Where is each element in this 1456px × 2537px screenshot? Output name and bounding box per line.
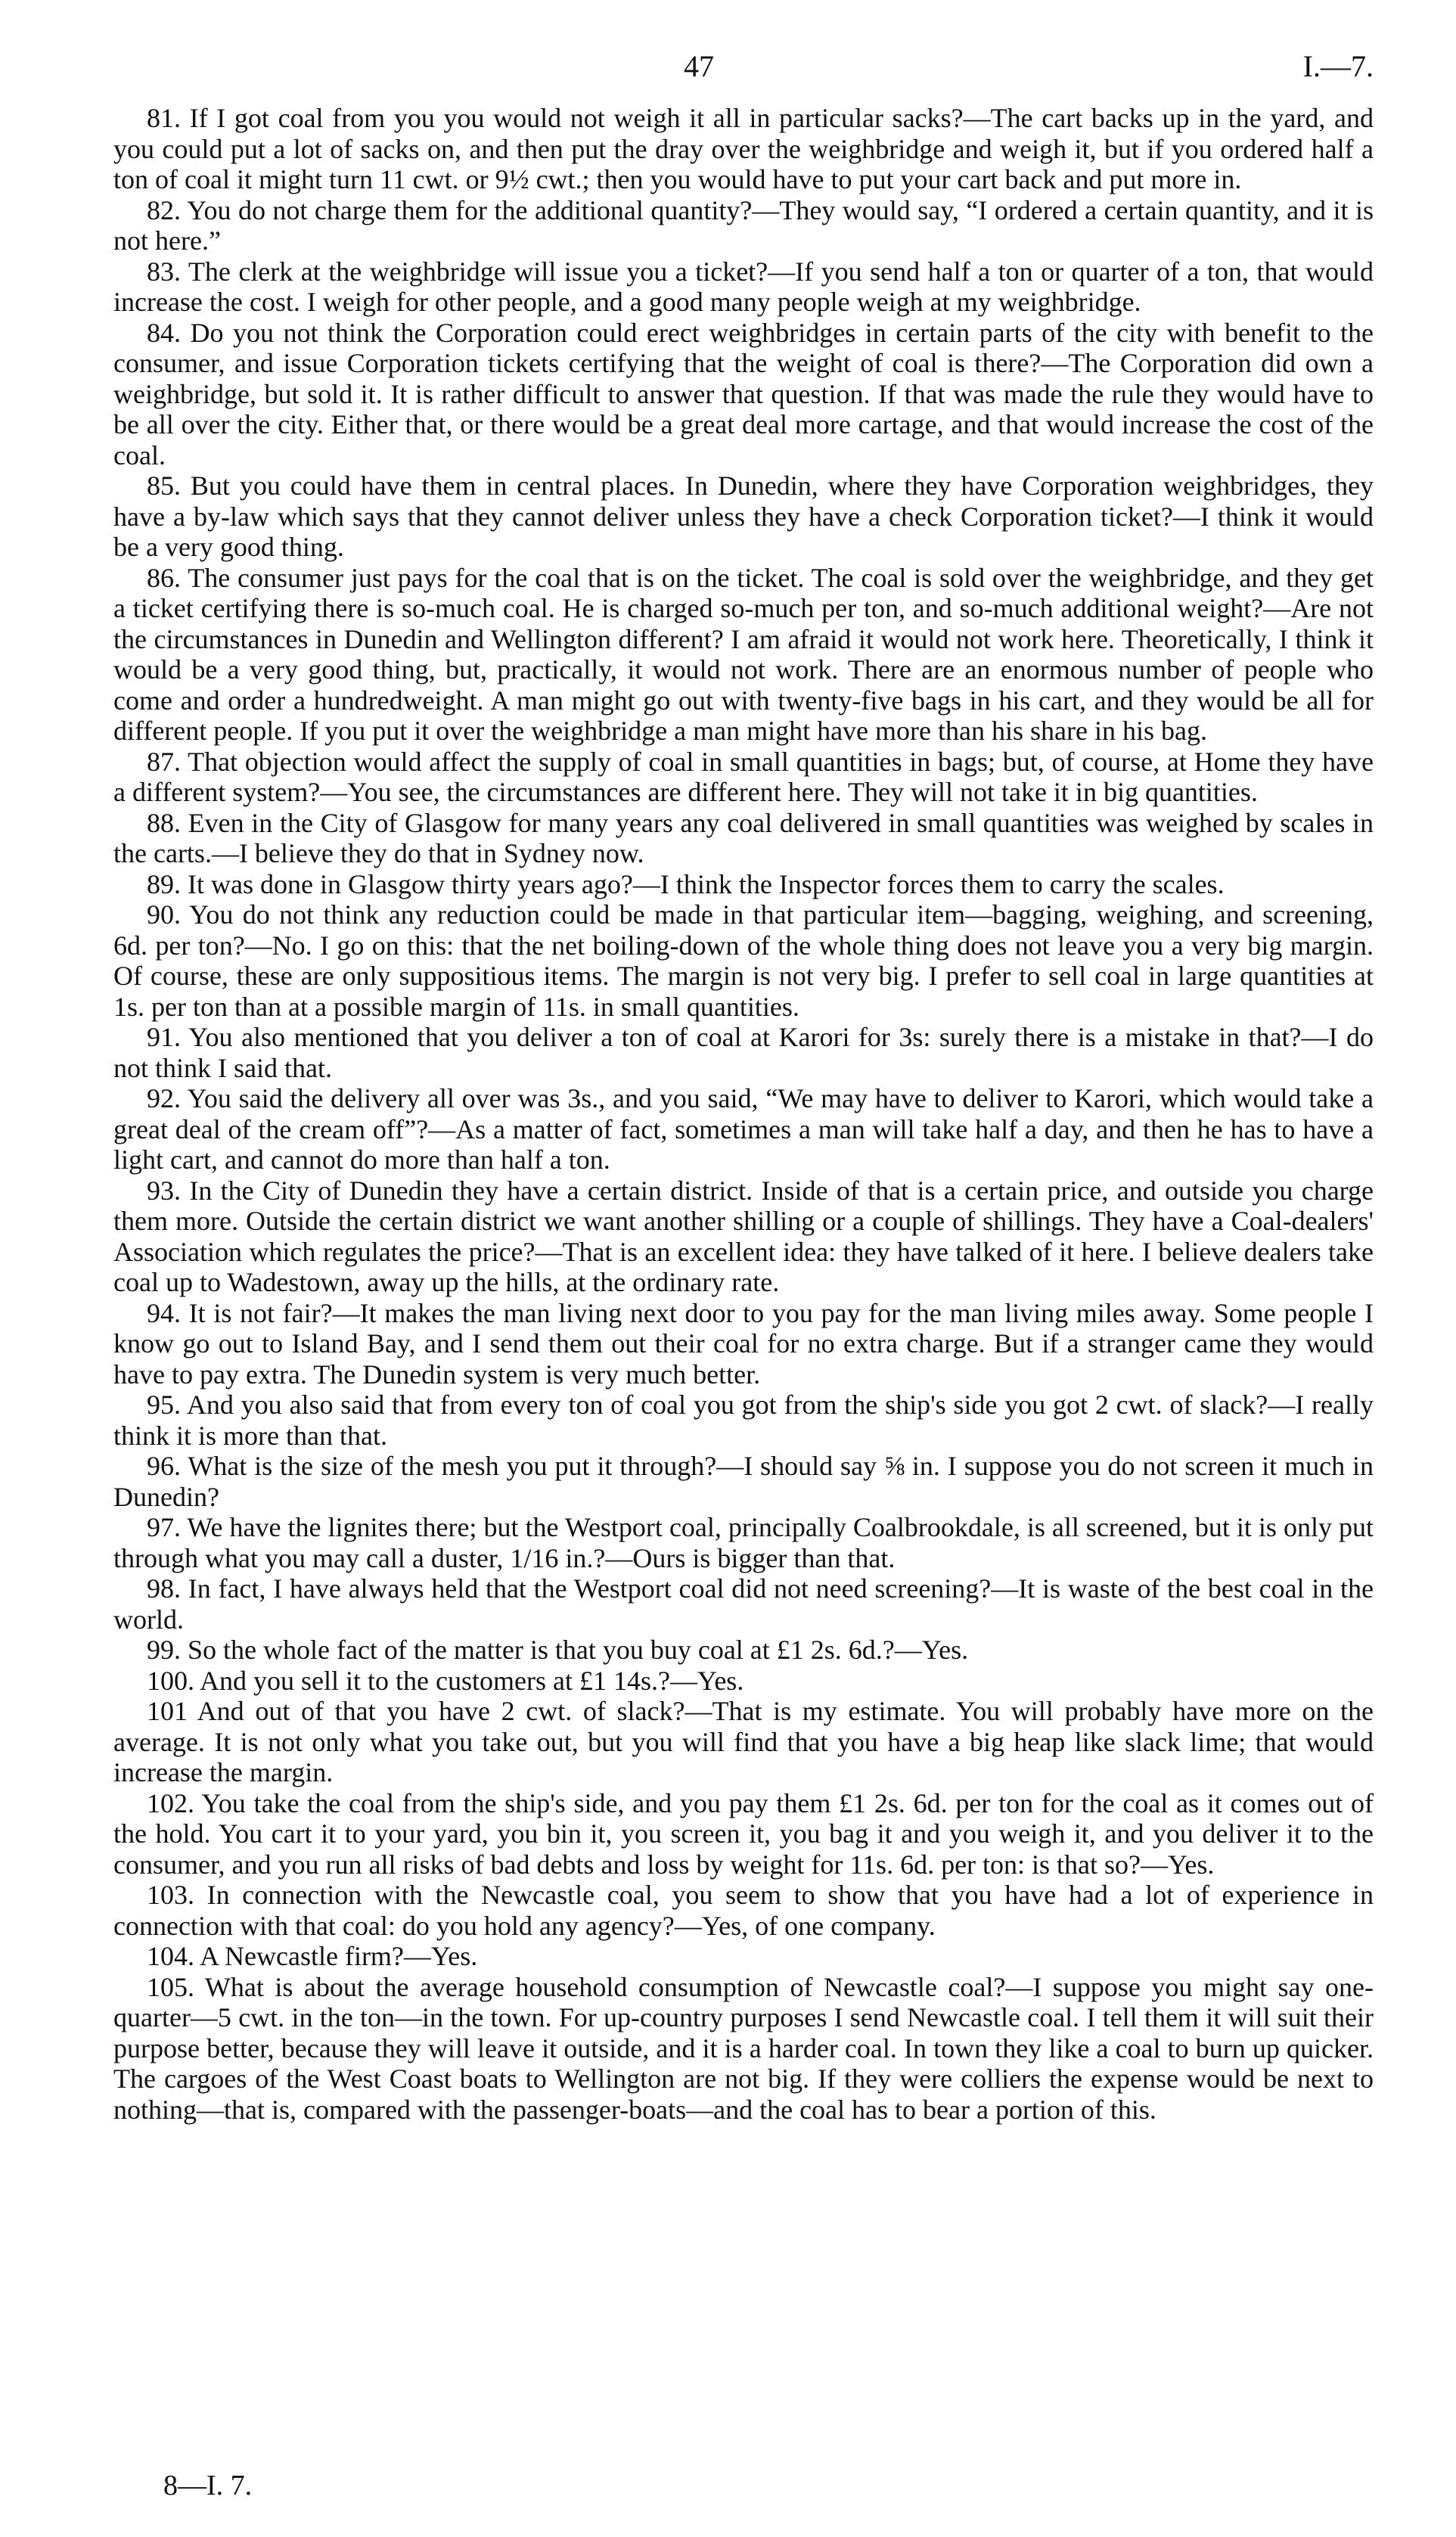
paragraph: 83. The clerk at the weighbridge will issue you a ticket?—If you send half a ton or quarter of a ton, that would increase the cost. I weigh for other people, and a good many people weigh at my weighbridge. [113,256,1374,317]
paragraph: 97. We have the lignites there; but the Westport coal, principally Coalbrookdale, is all screened, but it is only put through what you may call a duster, 1/16 in.?—Ours is bigger than that. [113,1512,1374,1573]
paragraph: 104. A Newcastle firm?—Yes. [147,1941,478,1971]
paragraph: 91. You also mentioned that you deliver a ton of coal at Karori for 3s: surely there is a mistake in that?—I do not think I said that. [113,1022,1374,1083]
paragraph: 82. You do not charge them for the additional quantity?—They would say, “I ordered a certain quantity, and it is not here.” [113,194,1374,256]
page-signature: 8—I. 7. [163,2470,253,2501]
paragraph: 92. You said the delivery all over was 3s., and you said, “We may have to deliver to Karori, which would take a great deal of the cream off”?—As a matter of fact, sometimes a man will take half a day, and then he has to have a light cart, and cannot do more than half a ton. [113,1083,1374,1175]
paragraph: 81. If I got coal from you you would not weigh it all in particular sacks?—The cart backs up in the yard, and you could put a lot of sacks on, and then put the dray over the weighbridge and weigh it, but if you ordered half a ton of coal it might turn 11 cwt. or 9½ cwt.; then you would have to put your cart back and put more in. [113,103,1374,194]
paper-reference: I.—7. [1302,49,1374,83]
paragraph: 100. And you sell it to the customers at £1 14s.?—Yes. [147,1665,744,1696]
paragraph: 103. In connection with the Newcastle coal, you seem to show that you have had a lot of experience in connection with that coal: do you hold any agency?—Yes, of one company. [113,1880,1374,1941]
paragraph: 96. What is the size of the mesh you put it through?—I should say ⅝ in. I suppose you do not screen it much in Dunedin? [113,1451,1374,1512]
paragraph: 102. You take the coal from the ship's side, and you pay them £1 2s. 6d. per ton for the coal as it comes out of the hold. You cart it to your yard, you bin it, you screen it, you bag it and you weigh it, and you deliver it to the consumer, and you run all risks of bad debts and loss by weight for 11s. 6d. per ton: is that so?—Yes. [113,1787,1374,1880]
paragraph: 95. And you also said that from every ton of coal you got from the ship's side you got 2 cwt. of slack?—I really think it is more than that. [113,1390,1374,1451]
paragraph: 90. You do not think any reduction could be made in that particular item—bagging, weighing, and screening, 6d. per ton?—No. I go on this: that the net boiling-down of the whole thing does not leave you a very big margin. Of course, these are only suppositious items. The margin is not very big. I prefer to sell coal in large quantities at 1s. per ton than at a possible margin of 11s. in small quantities. [113,899,1374,1022]
paragraph: 87. That objection would affect the supply of coal in small quantities in bags; but, of course, at Home they have a different system?—You see, the circumstances are different here. They will not take it in big quantities. [113,746,1374,807]
paragraph: 94. It is not fair?—It makes the man living next door to you pay for the man living miles away. Some people I know go out to Island Bay, and I send them out their coal for no extra charge. But if a stranger came they would have to pay extra. The Dunedin system is very much better. [113,1297,1374,1390]
document-page [113,48,1374,2514]
paragraph: 85. But you could have them in central places. In Dunedin, where they have Corporation weighbridges, they have a by-law which says that they cannot deliver unless they have a check Corporation ticket?—I think it would be a very good thing. [113,470,1374,562]
paragraph: 98. In fact, I have always held that the Westport coal did not need screening?—It is waste of the best coal in the world. [113,1573,1374,1635]
evidence-text [113,103,1374,2125]
paragraph: 84. Do you not think the Corporation could erect weighbridges in certain parts of the city with benefit to the consumer, and issue Corporation tickets certifying that the weight of coal is there?—The Corporation did own a weighbridge, but sold it. It is rather difficult to answer that question. If that was made the rule they would have to be all over the city. Either that, or there would be a great deal more cartage, and that would increase the cost of the coal. [113,317,1374,470]
paragraph: 101 And out of that you have 2 cwt. of slack?—That is my estimate. You will probably have more on the average. It is not only what you take out, but you will find that you have a big heap like slack lime; that would increase the margin. [113,1696,1374,1787]
paragraph: 88. Even in the City of Glasgow for many years any coal delivered in small quantities was weighed by scales in the carts.—I believe they do that in Sydney now. [113,807,1374,868]
paragraph: 89. It was done in Glasgow thirty years ago?—I think the Inspector forces them to carry the scales. [147,868,1225,899]
paragraph: 105. What is about the average household consumption of Newcastle coal?—I suppose you might say one-quarter—5 cwt. in the ton—in the town. For up-country purposes I send Newcastle coal. I tell them it will suit their purpose better, because they will leave it outside, and it is a harder coal. In town they like a coal to burn up quicker. The cargoes of the West Coast boats to Wellington are not big. If they were colliers the expense would be next to nothing—that is, compared with the passenger-boats—and the coal has to bear a portion of this. [113,1971,1374,2125]
page-number: 47 [684,49,714,83]
paragraph: 86. The consumer just pays for the coal that is on the ticket. The coal is sold over the weighbridge, and they get a ticket certifying there is so-much coal. He is charged so-much per ton, and so-much additional weight?—Are not the circumstances in Dunedin and Wellington different? I am afraid it would not work here. Theoretically, I think it would be a very good thing, but, practically, it would not work. There are an enormous number of people who come and order a hundredweight. A man might go out with twenty-five bags in his cart, and they would be all for different people. If you put it over the weighbridge a man might have more than his share in his bag. [113,562,1374,746]
paragraph: 99. So the whole fact of the matter is that you buy coal at £1 2s. 6d.?—Yes. [147,1635,969,1665]
paragraph: 93. In the City of Dunedin they have a certain district. Inside of that is a certain price, and outside you charge them more. Outside the certain district we want another shilling or a couple of shillings. They have a Coal-dealers' Association which regulates the price?—That is an excellent idea: they have talked of it here. I believe dealers take coal up to Wadestown, away up the hills, at the ordinary rate. [113,1175,1374,1297]
page-header [113,48,1374,103]
